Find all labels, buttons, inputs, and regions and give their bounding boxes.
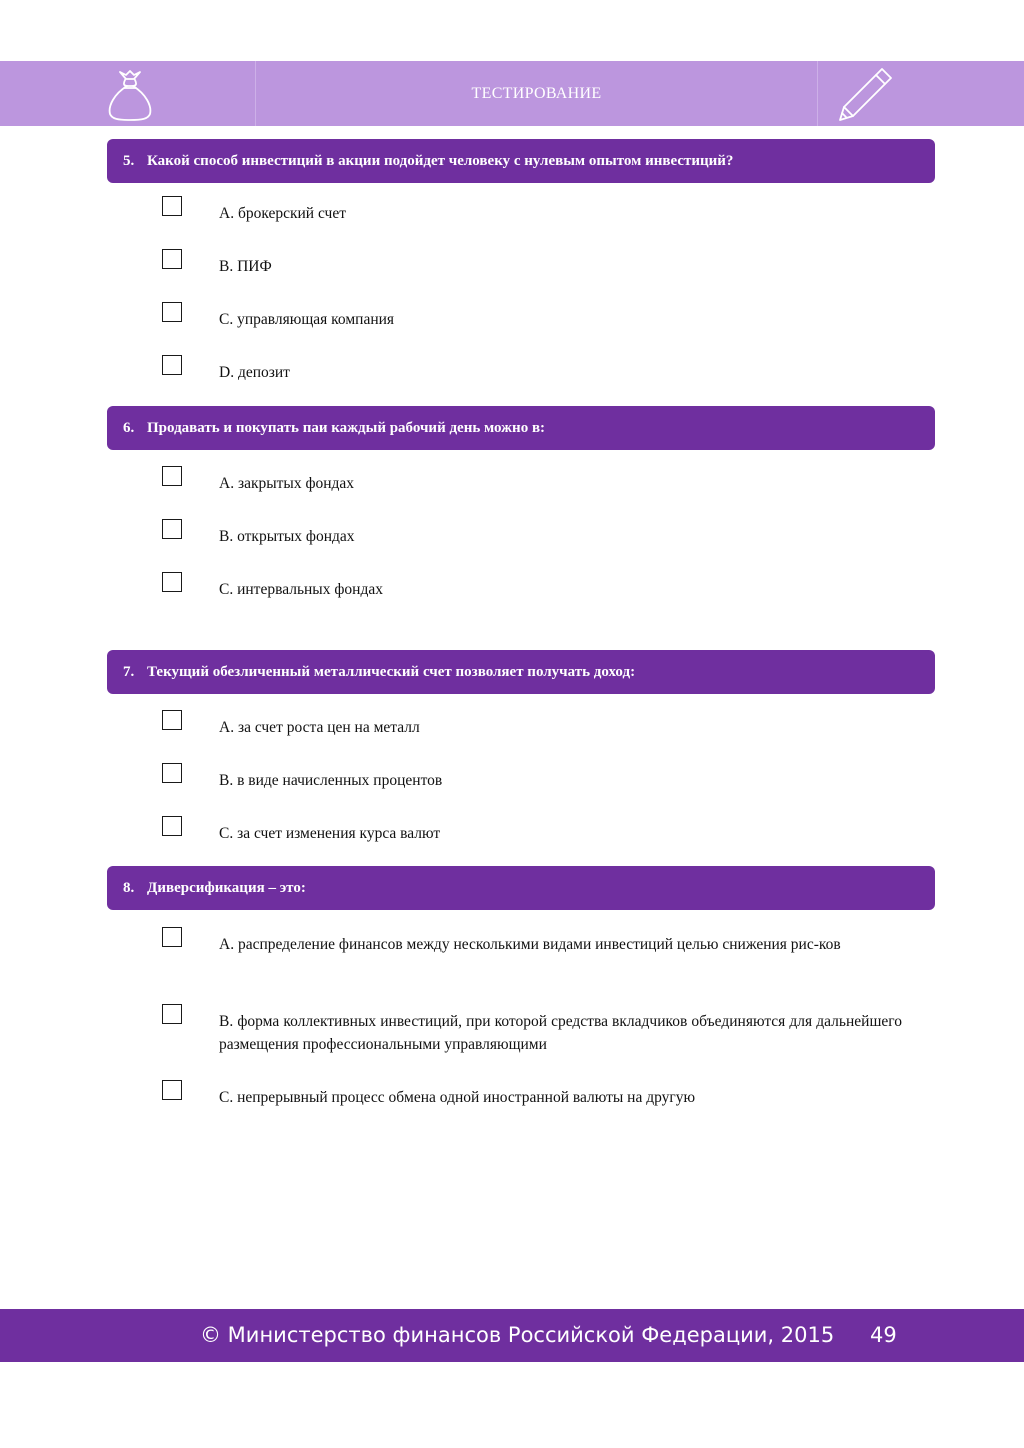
answer-checkbox[interactable] <box>162 763 182 783</box>
answer-text: B. открытых фондах <box>219 528 355 545</box>
answer-text: A. за счет роста цен на металл <box>219 719 420 736</box>
answer-checkbox[interactable] <box>162 302 182 322</box>
answer-text: C. за счет изменения курса валют <box>219 825 441 842</box>
question-text: Текущий обезличенный металлический счет позволяет получать доход: <box>147 664 636 680</box>
answer-checkbox[interactable] <box>162 519 182 539</box>
answer-text: A. распределение финансов между несколькими видами инвестиций целью снижения рис-ков <box>219 936 841 953</box>
answer-text: A. брокерский счет <box>219 205 346 222</box>
answer-checkbox[interactable] <box>162 355 182 375</box>
answer-text: B. ПИФ <box>219 258 272 275</box>
question-text: Продавать и покупать паи каждый рабочий день можно в: <box>147 420 546 436</box>
question-7-header <box>107 650 935 694</box>
answer-checkbox[interactable] <box>162 816 182 836</box>
answer-text: D. депозит <box>219 364 290 381</box>
question-number: 6. <box>123 420 135 436</box>
answer-checkbox[interactable] <box>162 1080 182 1100</box>
answer-checkbox[interactable] <box>162 196 182 216</box>
header-divider <box>817 61 818 126</box>
pencil-icon <box>836 66 896 129</box>
answer-checkbox[interactable] <box>162 249 182 269</box>
answer-checkbox[interactable] <box>162 466 182 486</box>
answer-text: B. в виде начисленных процентов <box>219 772 443 789</box>
answer-checkbox[interactable] <box>162 572 182 592</box>
answer-checkbox[interactable] <box>162 710 182 730</box>
question-5-header <box>107 139 935 183</box>
question-number: 8. <box>123 880 135 896</box>
page-number: 49 <box>870 1323 897 1347</box>
question-8-header <box>107 866 935 910</box>
answer-text: B. форма коллективных инвестиций, при которой средства вкладчиков объединяются для дальнейшего размещения профессиональными управляющими <box>219 1013 902 1053</box>
question-number: 7. <box>123 664 135 680</box>
question-text: Какой способ инвестиций в акции подойдет человеку с нулевым опытом инвестиций? <box>147 153 734 169</box>
answer-text: C. управляющая компания <box>219 311 395 328</box>
question-6-header <box>107 406 935 450</box>
question-text: Диверсификация – это: <box>147 880 306 896</box>
answer-text: C. непрерывный процесс обмена одной иностранной валюты на другую <box>219 1089 696 1106</box>
answer-text: C. интервальных фондах <box>219 581 383 598</box>
answer-checkbox[interactable] <box>162 1004 182 1024</box>
answer-checkbox[interactable] <box>162 927 182 947</box>
money-bag-icon <box>106 66 154 127</box>
question-number: 5. <box>123 153 135 169</box>
answer-text: A. закрытых фондах <box>219 475 355 492</box>
footer-copyright: © Министерство финансов Российской Федерации, 2015 <box>200 1323 835 1347</box>
page-section-title: ТЕСТИРОВАНИЕ <box>471 85 602 102</box>
